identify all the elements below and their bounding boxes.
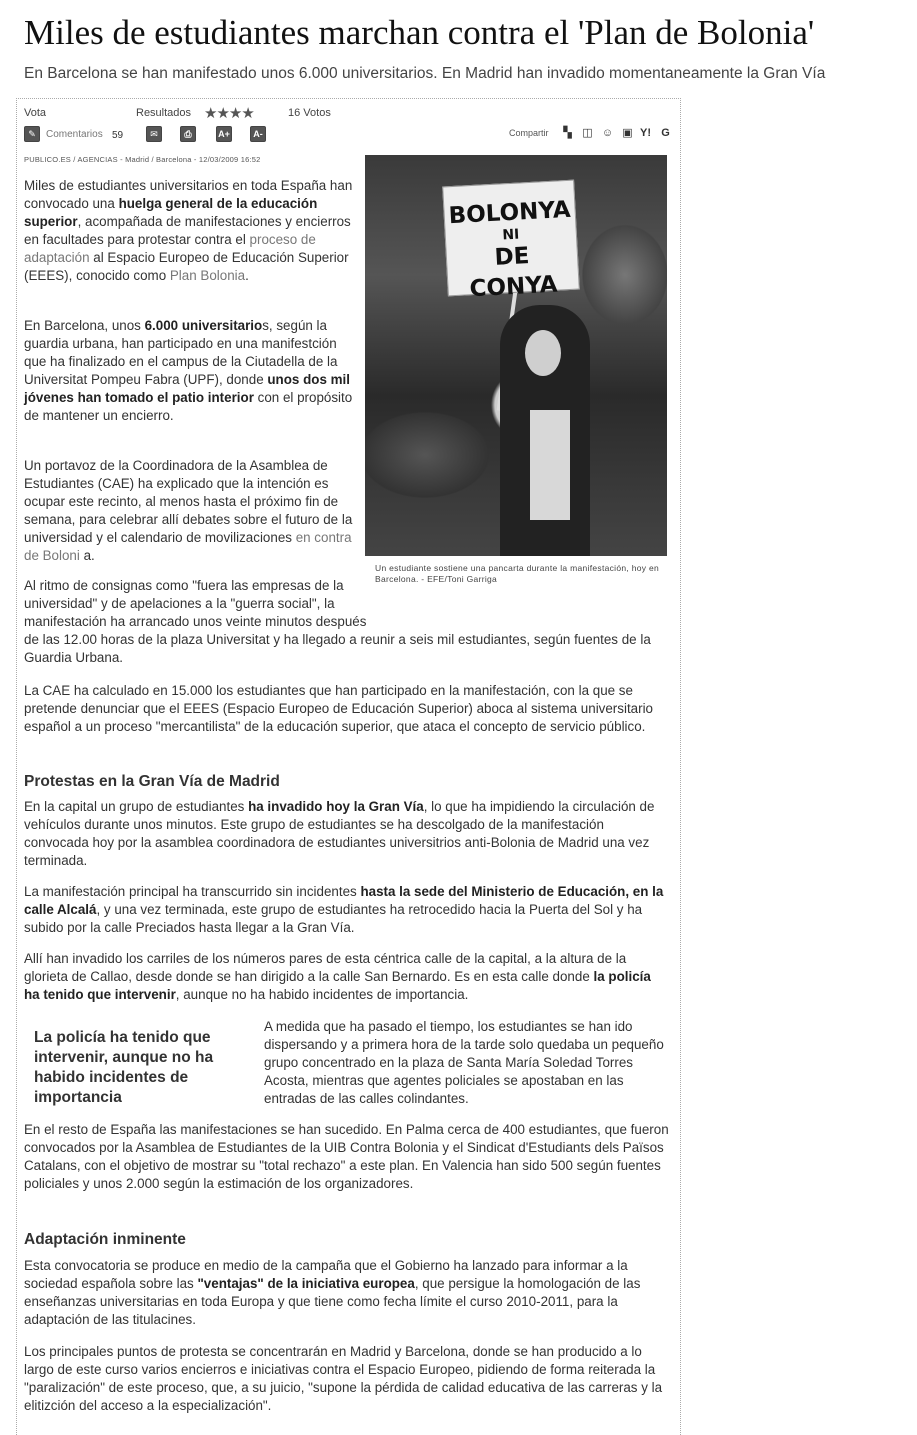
p7-text-c: , y una vez terminada, este grupo de estudiantes ha retrocedido hacia la Puerta del Sol y ha subido por la calle Preciados hasta llegar a la Gran Vía. [24, 902, 643, 935]
sign-line-2: NI [501, 226, 520, 244]
p7-bold: hasta la sede del Ministerio de Educación, en la calle Alcalá [24, 884, 664, 917]
comments-icon[interactable]: ✎ [24, 126, 40, 142]
paragraph-1 [24, 177, 359, 285]
student-face [525, 330, 561, 376]
paragraph-2 [24, 317, 359, 425]
increase-font-button[interactable]: A+ [216, 126, 232, 142]
paragraph-6 [24, 798, 669, 870]
paragraph-12: Los principales puntos de protesta se concentrarán en Madrid y Barcelona, donde se han producido a lo largo de este curso varios encierros e iniciativas contra el Espacio Europeo, pidiendo de forma reiterada la "paralización" de este proceso, que, a su juicio, "supone la pérdida de calidad educativa de las carreras y la elitizción del acceso a la especialización". [24, 1344, 663, 1413]
google-icon[interactable]: G [661, 127, 670, 139]
paragraph-11 [24, 1257, 669, 1329]
article-headline: Miles de estudiantes marchan contra el 'Plan de Bolonia' [24, 13, 815, 52]
link-proceso-adaptacion[interactable]: proceso de adaptación [24, 232, 316, 265]
comments-link[interactable]: Comentarios [46, 129, 103, 140]
results-label: Resultados [136, 107, 192, 119]
p6-bold: ha invadido hoy la Gran Vía [248, 799, 424, 814]
pull-quote: La policía ha tenido que intervenir, aunque no ha habido incidentes de importancia [34, 1029, 214, 1106]
paragraph-7 [24, 883, 669, 937]
article-toolbar [24, 126, 674, 146]
sign-line-3: DE CONYA [468, 243, 559, 303]
comments-count: 59 [112, 130, 124, 141]
p2-text-c: s, según la guardia urbana, han participado en una manifestción que ha finalizado en el campus de la Ciutadella de la Universitat Pompeu Fabra (UPF), donde [24, 318, 338, 387]
delicious-icon[interactable]: ▚ [563, 127, 572, 139]
p11-bold: "ventajas" de la iniciativa europea [197, 1276, 415, 1291]
rating-bar [24, 104, 664, 124]
p7-text-a: La manifestación principal ha transcurrido sin incidentes [24, 884, 361, 899]
vote-label[interactable]: Vota [24, 107, 47, 119]
paragraph-10: En el resto de España las manifestaciones se han sucedido. En Palma cerca de 400 estudiantes, que fueron convocados por la Asamblea de Estudiantes de la UIB Contra Bolonia y el Sindicat d'Estudiants dels Països Catalans, con el objetivo de mostrar su "total rechazo" a este plan. En Valencia han sido 500 según fuentes policiales y unos 2.000 según la estimación de los organizadores. [24, 1122, 669, 1191]
link-plan-bolonia[interactable]: Plan Bolonia [169, 268, 246, 283]
caption-spacer [379, 577, 669, 631]
link-contra-bolonia[interactable]: en contra de Boloni [24, 530, 352, 563]
p2-text-a: En Barcelona, unos [24, 318, 145, 333]
p6-text-c: , lo que ha impidiendo la circulación de vehículos durante unos minutos. Este grupo de estudiantes se ha descolgado de la manifestación convocada hoy por la asamblea coordinadora de estudiantes universitrios anti-Bolonia de Madrid una vez terminada. [24, 799, 655, 868]
p1-text-c: , acompañada de manifestaciones y encierros en facultades para protestar contra el [24, 214, 351, 247]
p6-text-a: En la capital un grupo de estudiantes [24, 799, 249, 814]
section-title-adaptacion: Adaptación inminente [24, 1231, 186, 1248]
p2-bold-1: 6.000 universitario [144, 318, 263, 333]
sign-line-1: BOLONYA [448, 196, 572, 230]
photo-caption: Un estudiante sostiene una pancarta durante la manifestación, hoy en Barcelona. - EFE/Toni Garriga [375, 563, 660, 584]
star-rating-icon[interactable]: ★★★★ [204, 105, 254, 122]
p1-text-d: al Espacio Europeo de Educación Superior (EEES), conocido como [24, 250, 349, 283]
p2-bold-2: unos dos mil jóvenes han tomado el patio interior [24, 372, 350, 405]
paragraph-9: A medida que ha pasado el tiempo, los estudiantes se han ido dispersando y a primera hora de la tarde solo quedaba un pequeño grupo concentrado en la plaza de Santa María Soledad Torres Acosta, mientras que agentes policiales se apostaban en las entradas de las calles colindantes. [264, 1019, 664, 1106]
p11-text-c: , que persigue la homologación de las enseñanzas universitarias en toda Europa y que tiene como fecha límite el curso 2010-2011, para la adaptación de las titulacines. [24, 1276, 641, 1327]
dateline: PUBLICO.ES / AGENCIAS - Madrid / Barcelona - 12/03/2009 16:52 [24, 155, 261, 164]
p1-bold: huelga general de la educación superior [24, 196, 318, 229]
p3-text-a: Un portavoz de la Coordinadora de la Asamblea de Estudiantes (CAE) ha explicado que la intención es ocupar este recinto, al menos hasta el próximo fin de semana, para celebrar allí debates sobre el futuro de la universidad y el calendario de movilizaciones [24, 458, 353, 545]
share-label: Compartir [509, 128, 549, 138]
p3-text-b: a. [79, 548, 95, 563]
article-subtitle: En Barcelona se han manifestado unos 6.000 universitarios. En Madrid han invadido momentaneamente la Gran Vía [24, 65, 826, 82]
yahoo-icon[interactable]: Y! [640, 127, 651, 139]
p1-text-a: Miles de estudiantes universitarios en toda España han convocado una [24, 178, 353, 211]
paragraph-8 [24, 950, 669, 1004]
article-photo[interactable] [365, 155, 667, 556]
p8-text-a: Allí han invadido los carriles de los números pares de esta céntrica calle de la capital, a la altura de la glorieta de Callao, desde donde se han dirigido a la calle San Bernardo. Es en esta calle donde [24, 951, 627, 984]
decrease-font-button[interactable]: A- [250, 126, 266, 142]
p1-text-e: . [245, 268, 249, 283]
p8-bold: la policía ha tenido que intervenir [24, 969, 651, 1002]
meneame-icon[interactable]: ☺ [601, 127, 614, 139]
votes-count: 16 Votos [288, 107, 331, 119]
p4-text: Al ritmo de consignas como "fuera las empresas de la universidad" y de apelaciones a la "guerra social", la manifestación ha arrancado unos veinte minutos después de las 12.00 horas de la plaza Universitat y ha llegado a reunir a seis mil estudiantes, según fuentes de la Guardia Urbana. [24, 578, 651, 665]
p8-text-c: , aunque no ha habido incidentes de importancia. [175, 987, 469, 1002]
paragraph-4 [24, 577, 669, 667]
section-title-madrid: Protestas en la Gran Vía de Madrid [24, 773, 280, 790]
digg-icon[interactable]: ◫ [582, 127, 593, 139]
paragraph-5: La CAE ha calculado en 15.000 los estudiantes que han participado en la manifestación, con la que se pretende denunciar que el EEES (Espacio Europeo de Educación Superior) aboca al sistema universitario español a un proceso "mercantilista" de la educación superior, que ataca el concepto de servicio público. [24, 683, 653, 734]
technorati-icon[interactable]: ▣ [622, 127, 633, 139]
envelope-icon[interactable]: ✉ [146, 126, 162, 142]
student-shirt [530, 410, 570, 520]
printer-icon[interactable]: ⎙ [180, 126, 196, 142]
p11-text-a: Esta convocatoria se produce en medio de la campaña que el Gobierno ha lanzado para informar a la sociedad española sobre las [24, 1258, 628, 1291]
protest-sign [442, 180, 580, 303]
p2-text-e: con el propósito de mantener un encierro. [24, 390, 353, 423]
paragraph-3 [24, 457, 359, 565]
